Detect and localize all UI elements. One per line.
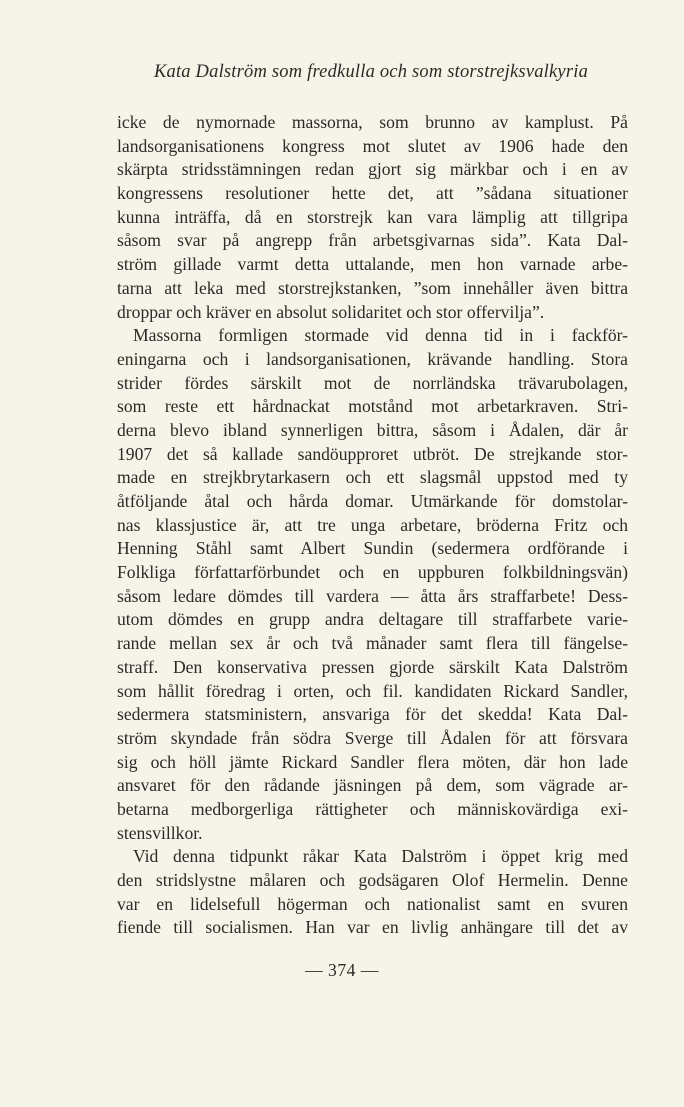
running-head: Kata Dalström som fredkulla och som storstrejksvalkyria: [153, 62, 589, 82]
body-text: [117, 111, 628, 940]
text-line: icke de nymornade massorna, som brunno av kamplust. På: [117, 112, 628, 132]
text-line: kongressens resolutioner hette det, att ”sådana situationer: [117, 183, 628, 204]
text-line: skärpta stridsstämningen redan gjort sig märkbar och i en av: [117, 159, 628, 180]
text-line: såsom svar på angrepp från arbetsgivarnas sida”. Kata Dal-: [117, 230, 628, 251]
text-line: betarna medborgerliga rättigheter och människovärdiga exi-: [117, 798, 628, 819]
paragraph: [117, 845, 628, 940]
text-line: straff. Den konservativa pressen gjorde särskilt Kata Dalström: [117, 656, 628, 677]
text-line: utom dömdes en grupp andra deltagare till straffarbete varie-: [117, 609, 628, 630]
text-line: eningarna och i landsorganisationen, krävande handling. Stora: [117, 348, 628, 369]
text-line: som reste ett hårdnackat motstånd mot arbetarkraven. Stri-: [117, 396, 628, 417]
text-line: ström gillade varmt detta uttalande, men hon varnade arbe-: [117, 254, 628, 275]
text-line: tarna att leka med storstrejkstanken, ”som innehåller även bittra: [117, 277, 628, 298]
text-line: droppar och kräver en absolut solidaritet och stor offervilja”.: [117, 301, 545, 322]
text-line: Massorna formligen stormade vid denna tid in i fackför-: [133, 325, 628, 346]
text-line: fiende till socialismen. Han var en livlig anhängare till det av: [117, 917, 628, 938]
text-line: 1907 det så kallade sandöupproret utbröt. De strejkande stor-: [117, 443, 628, 464]
text-line: som hållit föredrag i orten, och fil. kandidaten Rickard Sandler,: [117, 680, 628, 701]
text-line: made en strejkbrytarkasern och ett slagsmål uppstod med ty: [117, 467, 628, 488]
text-line: sig och höll jämte Rickard Sandler flera möten, där hon lade: [117, 751, 628, 772]
text-line: åtföljande åtal och hårda domar. Utmärkande för domstolar-: [117, 491, 628, 511]
text-line: stensvillkor.: [117, 822, 203, 843]
text-line: rande mellan sex år och två månader samt flera till fängelse-: [117, 633, 628, 654]
paragraph: [117, 324, 628, 845]
text-line: Henning Ståhl samt Albert Sundin (sedermera ordförande i: [117, 538, 628, 559]
text-line: derna blevo ibland synnerligen bittra, såsom i Ådalen, där år: [117, 419, 628, 440]
text-line: såsom ledare dömdes till vardera — åtta års straffarbete! Dess-: [117, 585, 628, 606]
text-line: strider fördes särskilt mot de norrländska trävarubolagen,: [117, 372, 628, 393]
text-line: ansvaret för den rådande jäsningen på dem, som vägrade ar-: [117, 775, 628, 796]
text-line: Vid denna tidpunkt råkar Kata Dalström i öppet krig med: [133, 846, 628, 867]
text-line: sedermera statsministern, ansvariga för det skedda! Kata Dal-: [117, 704, 628, 725]
text-line: Folkliga författarförbundet och en uppburen folkbildningsvän): [117, 562, 628, 583]
text-line: landsorganisationens kongress mot slutet av 1906 hade den: [117, 135, 628, 156]
paragraph: [117, 111, 628, 324]
text-line: ström skyndade från södra Sverge till Ådalen för att försvara: [117, 727, 628, 748]
text-line: nas klassjustice är, att tre unga arbetare, bröderna Fritz och: [117, 514, 628, 535]
text-line: den stridslystne målaren och godsägaren Olof Hermelin. Denne: [117, 870, 628, 890]
page-number: — 374 —: [305, 960, 379, 980]
text-line: kunna inträffa, då en storstrejk kan vara lämplig att tillgripa: [117, 206, 628, 227]
text-line: var en lidelsefull högerman och nationalist samt en svuren: [117, 893, 628, 914]
